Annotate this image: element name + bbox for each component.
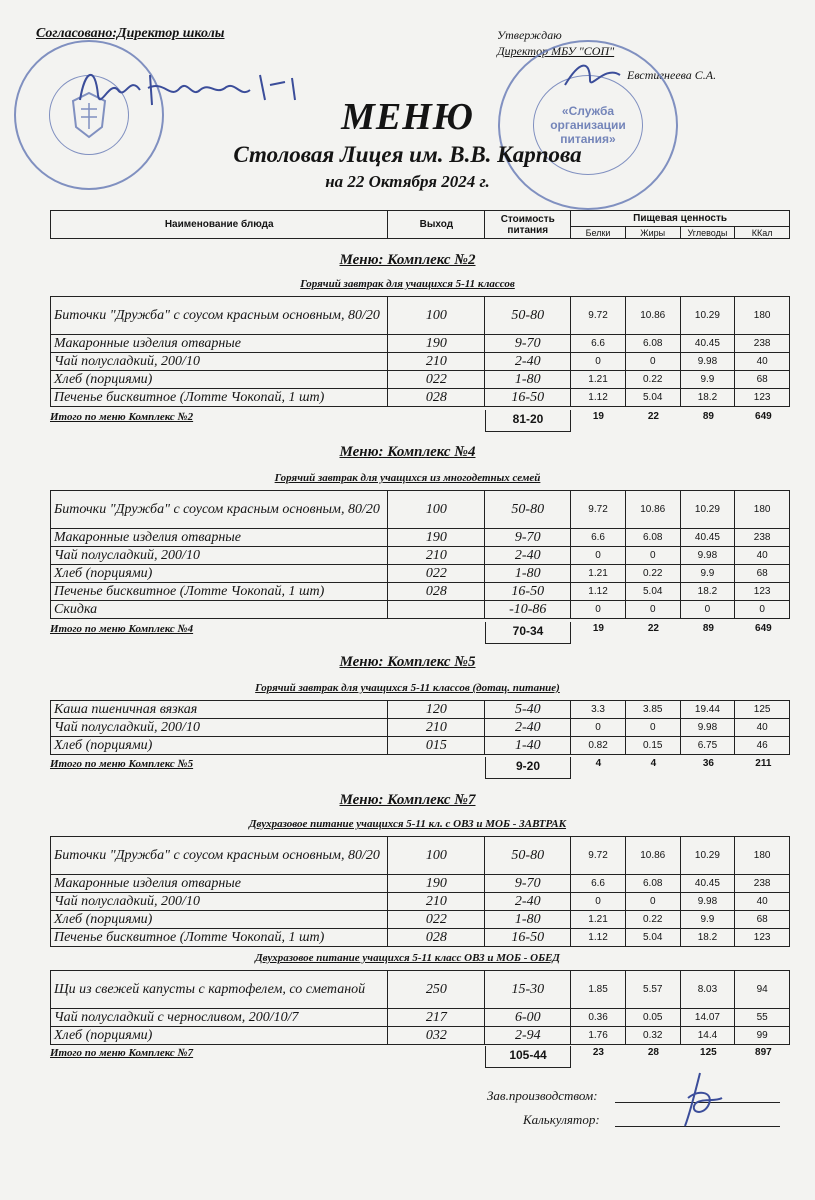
dish-fat: 10.86: [625, 837, 680, 875]
dish-name: Биточки "Дружба" с соусом красным основным, 80/20: [51, 491, 388, 529]
dish-fat: 0: [625, 547, 680, 565]
dish-fat: 5.04: [625, 389, 680, 407]
total-sum: 70-34: [485, 622, 571, 644]
dish-output: 210: [388, 353, 485, 371]
dish-price: 9-70: [485, 335, 571, 353]
dish-kcal: 0: [735, 601, 790, 619]
dish-carbs: 40.45: [680, 875, 735, 893]
dish-fat: 10.86: [625, 491, 680, 529]
dish-fat: 5.04: [625, 583, 680, 601]
dish-output: 190: [388, 875, 485, 893]
dish-output: 032: [388, 1027, 485, 1045]
dish-fat: 6.08: [625, 529, 680, 547]
dish-price: 1-40: [485, 737, 571, 755]
dish-price: 50-80: [485, 297, 571, 335]
dish-kcal: 40: [735, 353, 790, 371]
dish-output: 028: [388, 389, 485, 407]
approved-label: Утверждаю: [497, 28, 562, 42]
table-row: [51, 529, 790, 547]
menu-table: [50, 490, 790, 619]
total-row: [50, 622, 790, 640]
dish-name: Чай полусладкий, 200/10: [51, 353, 388, 371]
dish-fat: 0.32: [625, 1027, 680, 1045]
dish-output: 100: [388, 837, 485, 875]
dish-output: 100: [388, 491, 485, 529]
table-row: [51, 701, 790, 719]
page-subtitle: Столовая Лицея им. В.В. Карпова: [233, 142, 582, 167]
table-row: [51, 335, 790, 353]
table-row: [51, 583, 790, 601]
dish-kcal: 123: [735, 583, 790, 601]
dish-output: 100: [388, 297, 485, 335]
dish-fat: 5.57: [625, 971, 680, 1009]
table-row: [51, 929, 790, 947]
dish-protein: 1.85: [571, 971, 626, 1009]
dish-name: Хлеб (порциями): [51, 911, 388, 929]
dish-protein: 0.82: [571, 737, 626, 755]
table-row: [51, 719, 790, 737]
approved-name: Евстигнеева С.А.: [627, 68, 717, 82]
dish-carbs: 0: [680, 601, 735, 619]
table-row: [51, 371, 790, 389]
dish-kcal: 40: [735, 719, 790, 737]
total-kcal: 649: [755, 411, 772, 422]
header-name: Наименование блюда: [51, 211, 388, 239]
dish-carbs: 9.9: [680, 565, 735, 583]
total-carbs: 36: [702, 758, 714, 769]
total-label: Итого по меню Комплекс №4: [50, 623, 194, 635]
dish-name: Печенье бисквитное (Лотте Чокопай, 1 шт): [51, 929, 388, 947]
dish-price: 9-70: [485, 875, 571, 893]
manager-signature: [670, 1068, 730, 1130]
menu-date: на 22 Октября 2024 г.: [325, 172, 490, 191]
dish-protein: 1.21: [571, 565, 626, 583]
calculator-label: Калькулятор:: [523, 1112, 600, 1127]
dish-kcal: 40: [735, 547, 790, 565]
total-fat: 4: [650, 758, 657, 769]
dish-carbs: 14.4: [680, 1027, 735, 1045]
header-nutrition: Пищевая ценность: [571, 211, 790, 227]
section-subtitle: Горячий завтрак для учащихся из многодетных семей: [274, 472, 541, 484]
dish-name: Биточки "Дружба" с соусом красным основным, 80/20: [51, 297, 388, 335]
total-fat: 22: [647, 623, 659, 634]
dish-carbs: 9.98: [680, 719, 735, 737]
dish-output: [388, 601, 485, 619]
dish-price: 16-50: [485, 389, 571, 407]
dish-name: Чай полусладкий, 200/10: [51, 893, 388, 911]
dish-name: Печенье бисквитное (Лотте Чокопай, 1 шт): [51, 389, 388, 407]
table-row: [51, 875, 790, 893]
dish-fat: 0: [625, 719, 680, 737]
dish-name: Макаронные изделия отварные: [51, 875, 388, 893]
dish-price: -10-86: [485, 601, 571, 619]
dish-output: 022: [388, 911, 485, 929]
dish-name: Макаронные изделия отварные: [51, 335, 388, 353]
dish-price: 16-50: [485, 929, 571, 947]
dish-protein: 6.6: [571, 335, 626, 353]
dish-kcal: 68: [735, 371, 790, 389]
dish-name: Щи из свежей капусты с картофелем, со сметаной: [51, 971, 388, 1009]
table-row: [51, 601, 790, 619]
table-header: [50, 210, 790, 239]
dish-kcal: 180: [735, 491, 790, 529]
table-row: [51, 737, 790, 755]
dish-protein: 0: [571, 353, 626, 371]
dish-kcal: 99: [735, 1027, 790, 1045]
page-title: МЕНЮ: [341, 96, 474, 138]
dish-price: 2-40: [485, 353, 571, 371]
production-label: Зав.производством:: [487, 1088, 598, 1103]
total-fat: 28: [647, 1047, 659, 1058]
agreed-label: Согласовано:Директор школы: [36, 26, 225, 41]
section-subtitle: Горячий завтрак для учащихся 5-11 классов (дотац. питание): [255, 682, 560, 694]
dish-name: Хлеб (порциями): [51, 1027, 388, 1045]
total-label: Итого по меню Комплекс №2: [50, 411, 194, 423]
dish-fat: 0.22: [625, 371, 680, 389]
total-protein: 19: [592, 623, 604, 634]
dish-protein: 0: [571, 719, 626, 737]
dish-fat: 0: [625, 893, 680, 911]
total-carbs: 125: [700, 1047, 717, 1058]
dish-protein: 1.12: [571, 929, 626, 947]
dish-carbs: 19.44: [680, 701, 735, 719]
menu-table: [50, 296, 790, 407]
dish-protein: 3.3: [571, 701, 626, 719]
dish-carbs: 10.29: [680, 297, 735, 335]
dish-kcal: 68: [735, 565, 790, 583]
dish-kcal: 125: [735, 701, 790, 719]
dish-fat: 6.08: [625, 875, 680, 893]
dish-protein: 6.6: [571, 529, 626, 547]
dish-fat: 0.05: [625, 1009, 680, 1027]
dish-protein: 0.36: [571, 1009, 626, 1027]
dish-price: 50-80: [485, 837, 571, 875]
dish-carbs: 40.45: [680, 529, 735, 547]
dish-carbs: 9.9: [680, 911, 735, 929]
dish-kcal: 94: [735, 971, 790, 1009]
dish-output: 028: [388, 929, 485, 947]
total-protein: 19: [592, 411, 604, 422]
dish-fat: 0.22: [625, 565, 680, 583]
total-row: [50, 1046, 790, 1064]
dish-protein: 0: [571, 547, 626, 565]
total-carbs: 89: [702, 411, 714, 422]
dish-kcal: 123: [735, 929, 790, 947]
total-sum: 105-44: [485, 1046, 571, 1068]
total-label: Итого по меню Комплекс №5: [50, 758, 194, 770]
dish-kcal: 238: [735, 335, 790, 353]
dish-carbs: 10.29: [680, 491, 735, 529]
total-label: Итого по меню Комплекс №7: [50, 1047, 194, 1059]
table-row: [51, 911, 790, 929]
dish-kcal: 68: [735, 911, 790, 929]
dish-output: 015: [388, 737, 485, 755]
dish-name: Хлеб (порциями): [51, 737, 388, 755]
table-row: [51, 389, 790, 407]
section-title: Меню: Комплекс №5: [339, 654, 476, 670]
dish-price: 9-70: [485, 529, 571, 547]
dish-carbs: 6.75: [680, 737, 735, 755]
section-title: Меню: Комплекс №2: [339, 252, 476, 268]
dish-protein: 1.76: [571, 1027, 626, 1045]
section-subtitle: Двухразовое питание учащихся 5-11 кл. с ОВЗ и МОБ - ЗАВТРАК: [248, 818, 567, 830]
table-row: [51, 565, 790, 583]
table-row: [51, 837, 790, 875]
total-sum: 81-20: [485, 410, 571, 432]
dish-protein: 9.72: [571, 491, 626, 529]
dish-price: 50-80: [485, 491, 571, 529]
approver-signature: [560, 55, 630, 95]
header-carbs: Углеводы: [680, 227, 735, 239]
table-row: [51, 971, 790, 1009]
total-sum: 9-20: [485, 757, 571, 779]
menu-table: [50, 836, 790, 947]
dish-price: 15-30: [485, 971, 571, 1009]
table-row: [51, 1027, 790, 1045]
total-kcal: 211: [755, 758, 772, 769]
dish-name: Биточки "Дружба" с соусом красным основным, 80/20: [51, 837, 388, 875]
total-row: [50, 757, 790, 775]
dish-output: 190: [388, 529, 485, 547]
dish-fat: 0: [625, 601, 680, 619]
total-carbs: 89: [702, 623, 714, 634]
section-title: Меню: Комплекс №4: [339, 444, 476, 460]
dish-price: 16-50: [485, 583, 571, 601]
header-price: Стоимость питания: [485, 211, 571, 239]
dish-carbs: 18.2: [680, 929, 735, 947]
dish-output: 210: [388, 893, 485, 911]
dish-price: 1-80: [485, 565, 571, 583]
dish-protein: 9.72: [571, 297, 626, 335]
dish-name: Чай полусладкий, 200/10: [51, 547, 388, 565]
total-kcal: 649: [755, 623, 772, 634]
dish-kcal: 180: [735, 837, 790, 875]
dish-protein: 6.6: [571, 875, 626, 893]
dish-carbs: 8.03: [680, 971, 735, 1009]
dish-carbs: 9.98: [680, 353, 735, 371]
header-fat: Жиры: [625, 227, 680, 239]
dish-fat: 0.22: [625, 911, 680, 929]
dish-price: 1-80: [485, 371, 571, 389]
dish-protein: 0: [571, 601, 626, 619]
total-protein: 23: [592, 1047, 604, 1058]
dish-carbs: 9.9: [680, 371, 735, 389]
dish-output: 210: [388, 547, 485, 565]
dish-carbs: 18.2: [680, 389, 735, 407]
dish-output: 210: [388, 719, 485, 737]
stamp-service-text: «Служба организации питания»: [533, 75, 643, 175]
header-protein: Белки: [571, 227, 626, 239]
dish-protein: 0: [571, 893, 626, 911]
dish-protein: 9.72: [571, 837, 626, 875]
dish-fat: 6.08: [625, 335, 680, 353]
dish-price: 2-40: [485, 719, 571, 737]
dish-protein: 1.21: [571, 911, 626, 929]
total-fat: 22: [647, 411, 659, 422]
dish-carbs: 18.2: [680, 583, 735, 601]
dish-price: 5-40: [485, 701, 571, 719]
table-row: [51, 491, 790, 529]
dish-kcal: 238: [735, 875, 790, 893]
dish-fat: 5.04: [625, 929, 680, 947]
total-row: [50, 410, 790, 428]
dish-output: 217: [388, 1009, 485, 1027]
dish-kcal: 40: [735, 893, 790, 911]
dish-fat: 0: [625, 353, 680, 371]
dish-output: 022: [388, 565, 485, 583]
dish-output: 120: [388, 701, 485, 719]
dish-fat: 10.86: [625, 297, 680, 335]
menu-table: [50, 700, 790, 755]
dish-fat: 0.15: [625, 737, 680, 755]
dish-carbs: 9.98: [680, 893, 735, 911]
dish-price: 1-80: [485, 911, 571, 929]
section-title: Меню: Комплекс №7: [339, 792, 476, 808]
dish-name: Каша пшеничная вязкая: [51, 701, 388, 719]
section-subtitle: Горячий завтрак для учащихся 5-11 классов: [300, 278, 515, 290]
dish-output: 022: [388, 371, 485, 389]
dish-fat: 3.85: [625, 701, 680, 719]
dish-name: Скидка: [51, 601, 388, 619]
dish-output: 028: [388, 583, 485, 601]
table-row: [51, 893, 790, 911]
dish-carbs: 10.29: [680, 837, 735, 875]
dish-carbs: 9.98: [680, 547, 735, 565]
total-protein: 4: [595, 758, 602, 769]
dish-protein: 1.12: [571, 583, 626, 601]
header-output: Выход: [388, 211, 485, 239]
section-subtitle-lunch: Двухразовое питание учащихся 5-11 класс ОВЗ и МОБ - ОБЕД: [255, 952, 560, 964]
dish-name: Хлеб (порциями): [51, 565, 388, 583]
dish-kcal: 46: [735, 737, 790, 755]
dish-kcal: 123: [735, 389, 790, 407]
table-row: [51, 297, 790, 335]
dish-output: 250: [388, 971, 485, 1009]
dish-name: Чай полусладкий, 200/10: [51, 719, 388, 737]
dish-protein: 1.21: [571, 371, 626, 389]
dish-name: Хлеб (порциями): [51, 371, 388, 389]
header-kcal: ККал: [735, 227, 790, 239]
dish-price: 6-00: [485, 1009, 571, 1027]
dish-name: Макаронные изделия отварные: [51, 529, 388, 547]
total-kcal: 897: [755, 1047, 772, 1058]
dish-output: 190: [388, 335, 485, 353]
table-row: [51, 547, 790, 565]
dish-carbs: 14.07: [680, 1009, 735, 1027]
table-row: [51, 1009, 790, 1027]
dish-name: Чай полусладкий с черносливом, 200/10/7: [51, 1009, 388, 1027]
dish-name: Печенье бисквитное (Лотте Чокопай, 1 шт): [51, 583, 388, 601]
menu-table-lunch: [50, 970, 790, 1045]
dish-kcal: 55: [735, 1009, 790, 1027]
dish-price: 2-40: [485, 547, 571, 565]
dish-protein: 1.12: [571, 389, 626, 407]
dish-kcal: 180: [735, 297, 790, 335]
dish-price: 2-40: [485, 893, 571, 911]
approved-director: Директор МБУ "СОП": [497, 44, 615, 58]
dish-price: 2-94: [485, 1027, 571, 1045]
table-row: [51, 353, 790, 371]
dish-carbs: 40.45: [680, 335, 735, 353]
dish-kcal: 238: [735, 529, 790, 547]
